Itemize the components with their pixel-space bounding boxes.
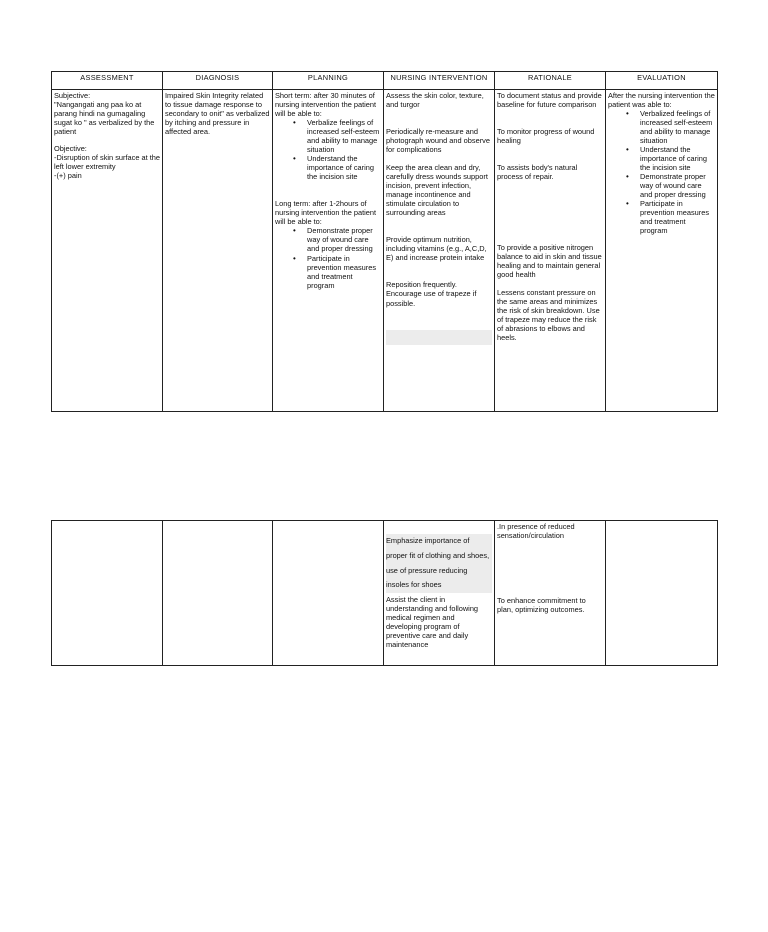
intervention-item: Keep the area clean and dry, carefully dress wounds support incision, prevent infection, manage incontinence and stimulate circulation to surrounding areas — [386, 163, 488, 218]
list-item: • Participate in prevention measures and treatment program — [608, 199, 715, 235]
header-nursing-intervention: NURSING INTERVENTION — [384, 72, 495, 90]
rationale-item: To provide a positive nitrogen balance to aid in skin and tissue healing and to maintain general good health — [497, 243, 602, 280]
intervention-item: Periodically re-measure and photograph wound and observe for complications — [386, 127, 490, 155]
header-evaluation: EVALUATION — [606, 72, 718, 90]
evaluation-cell — [606, 90, 718, 412]
header-assessment: ASSESSMENT — [52, 72, 163, 90]
header-row — [52, 72, 718, 90]
list-item: • Understand the importance of caring the incision site — [608, 145, 715, 172]
evaluation-list — [608, 109, 715, 235]
list-item: • Verbalized feelings of increased self-esteem and ability to manage situation — [608, 109, 715, 145]
subjective-label: Subjective: — [54, 91, 91, 100]
assessment-cell — [52, 521, 163, 666]
intervention-item: Provide optimum nutrition, including vitamins (e.g., A,C,D, E) and increase protein intake — [386, 235, 487, 263]
care-plan-table-continued — [51, 520, 718, 666]
care-plan-table — [51, 71, 718, 412]
table-row — [52, 521, 718, 666]
intervention-cell — [384, 90, 495, 412]
objective-label: Objective: — [54, 144, 87, 154]
planning-cell — [273, 521, 384, 666]
list-item: • Participate in prevention measures and treatment program — [275, 254, 381, 290]
rationale-item: Lessens constant pressure on the same areas and minimizes the risk of skin breakdown. Use of trapeze may reduce the risk of abrasions to elbows and heels. — [497, 288, 600, 343]
rationale-cell — [495, 521, 606, 666]
diagnosis-cell — [163, 90, 273, 412]
intervention-item: Assess the skin color, texture, and turgor — [386, 91, 484, 110]
subjective-text: "Nangangati ang paa ko at parang hindi na gumagaling sugat ko " as verbalized by the patient — [54, 100, 155, 137]
short-term-goal: Short term: after 30 minutes of nursing intervention the patient will be able to: — [275, 91, 377, 119]
list-item: • Understand the importance of caring the incision site — [275, 154, 381, 181]
rationale-cell — [495, 90, 606, 412]
list-item: • Demonstrate proper way of wound care and proper dressing — [608, 172, 715, 199]
intervention-item: Reposition frequently. Encourage use of trapeze if possible. — [386, 280, 477, 308]
planning-cell — [273, 90, 384, 412]
diagnosis-text: Impaired Skin Integrity related to tissue damage response to secondary to onit" as verbalized by itching and pressure in affected area. — [165, 91, 270, 137]
diagnosis-cell — [163, 521, 273, 666]
table-row — [52, 90, 718, 412]
evaluation-cell — [606, 521, 718, 666]
objective-line: -(+) pain — [54, 171, 82, 181]
objective-line: -Disruption of skin surface at the left lower extremity — [54, 153, 160, 172]
intervention-cell — [384, 521, 495, 666]
rationale-item: .In presence of reduced sensation/circulation — [497, 522, 575, 541]
long-term-list — [275, 226, 381, 289]
list-item: • Verbalize feelings of increased self-esteem and ability to manage situation — [275, 118, 381, 154]
header-rationale: RATIONALE — [495, 72, 606, 90]
intervention-item: Assist the client in understanding and following medical regimen and developing program of preventive care and daily maintenance — [386, 595, 479, 650]
header-diagnosis: DIAGNOSIS — [163, 72, 273, 90]
shaded-block — [386, 330, 492, 345]
rationale-item: To monitor progress of wound healing — [497, 127, 595, 146]
intervention-item: Emphasize importance of proper fit of clothing and shoes, use of pressure reducing insoles for shoes — [386, 534, 492, 593]
rationale-item: To enhance commitment to plan, optimizing outcomes. — [497, 596, 586, 615]
header-planning: PLANNING — [273, 72, 384, 90]
evaluation-intro: After the nursing intervention the patient was able to: — [608, 91, 715, 110]
rationale-item: To assists body's natural process of repair. — [497, 163, 578, 182]
list-item: • Demonstrate proper way of wound care and proper dressing — [275, 226, 381, 253]
short-term-list — [275, 118, 381, 181]
rationale-item: To document status and provide baseline for future comparison — [497, 91, 602, 110]
assessment-cell — [52, 90, 163, 412]
long-term-goal: Long term: after 1-2hours of nursing intervention the patient will be able to: — [275, 199, 377, 227]
